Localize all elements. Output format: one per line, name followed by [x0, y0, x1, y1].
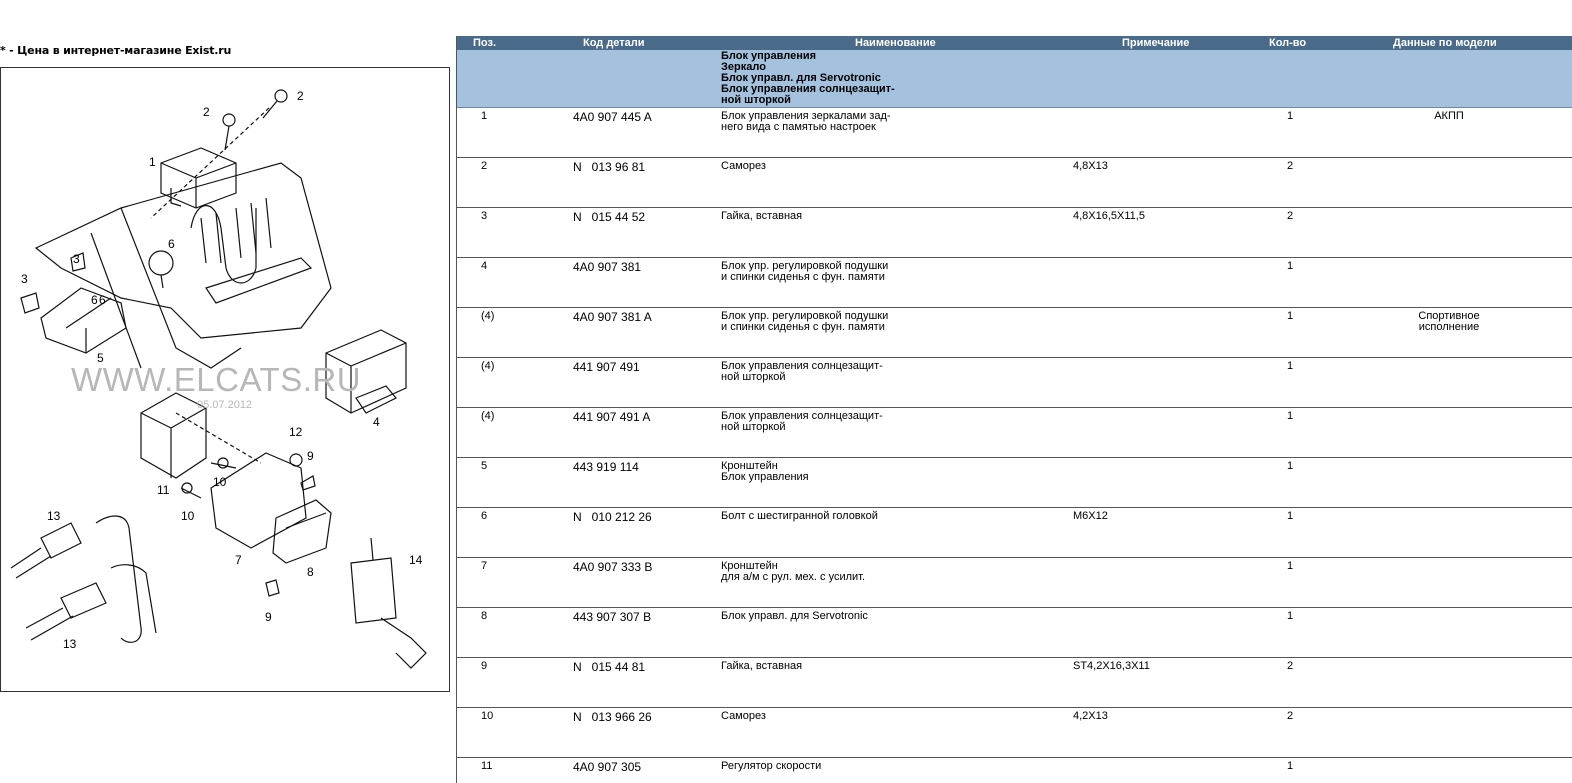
cell-pos: (4) — [481, 310, 495, 322]
table-row[interactable] — [457, 208, 1572, 258]
cell-note: ST4,2X16,3X11 — [1073, 660, 1150, 672]
header-code[interactable]: Код детали — [583, 37, 645, 49]
cell-qty: 1 — [1287, 360, 1294, 372]
name-line: Блок управления зеркалами зад- — [721, 110, 891, 122]
callout-label: 2 — [297, 89, 304, 103]
table-row[interactable] — [457, 558, 1572, 608]
cell-part-code[interactable]: N 015 44 52 — [573, 210, 646, 224]
callout-label: 3 — [73, 252, 80, 266]
name-line: и спинки сиденья с фун. памяти — [721, 321, 885, 333]
cell-pos: 3 — [481, 210, 488, 222]
table-row[interactable] — [457, 108, 1572, 158]
cell-name — [721, 461, 809, 483]
group-line: Блок управления солнцезащит- — [721, 83, 895, 95]
parts-table — [456, 36, 1572, 783]
group-title — [721, 51, 895, 106]
callout-label: 9 — [307, 449, 314, 463]
callout-label: 10 — [213, 475, 227, 489]
callout-label: 13 — [47, 509, 61, 523]
cell-part-code[interactable]: N 013 966 26 — [573, 710, 652, 724]
cell-note: 4,8X13 — [1073, 160, 1108, 172]
cell-part-code[interactable]: N 013 96 81 — [573, 160, 646, 174]
group-line: ной шторкой — [721, 94, 791, 106]
cell-pos: 2 — [481, 160, 488, 172]
name-line: Блок управл. для Servotronic — [721, 610, 868, 622]
header-note[interactable]: Примечание — [1122, 37, 1190, 49]
callout-label: 14 — [409, 553, 423, 567]
cell-part-code[interactable]: 4A0 907 333 B — [573, 560, 653, 574]
group-line: Блок управления — [721, 50, 817, 62]
group-line: Зеркало — [721, 61, 766, 73]
cell-part-code[interactable]: 443 907 307 B — [573, 610, 652, 624]
callout-label: 4 — [373, 415, 380, 429]
cell-name — [721, 161, 766, 172]
header-qty[interactable]: Кол-во — [1269, 37, 1307, 49]
cell-part-code[interactable]: 4A0 907 445 A — [573, 110, 652, 124]
cell-pos: 7 — [481, 560, 488, 572]
callout-label: 5 — [97, 351, 104, 365]
callout-label: 2 — [203, 105, 210, 119]
cell-qty: 2 — [1287, 660, 1294, 672]
name-line: Гайка, вставная — [721, 660, 803, 672]
header-pos[interactable]: Поз. — [473, 37, 497, 49]
cell-name — [721, 761, 821, 772]
cell-part-code[interactable]: N 015 44 81 — [573, 660, 646, 674]
callout-label: 13 — [63, 637, 77, 651]
watermark-date: 05.07.2012 — [197, 399, 253, 411]
table-row[interactable] — [457, 458, 1572, 508]
table-row[interactable] — [457, 158, 1572, 208]
name-line: и спинки сиденья с фун. памяти — [721, 271, 885, 283]
price-notice: * - Цена в интернет-магазине Exist.ru — [0, 44, 232, 57]
cell-pos: 5 — [481, 460, 488, 472]
cell-qty: 1 — [1287, 260, 1294, 272]
table-row[interactable] — [457, 508, 1572, 558]
cell-pos: 10 — [481, 710, 494, 722]
callout-label: 10 — [181, 509, 195, 523]
table-row[interactable] — [457, 308, 1572, 358]
name-line: Блок упр. регулировкой подушки — [721, 260, 889, 272]
name-line: для а/м с рул. мех. с усилит. — [721, 571, 866, 583]
table-row[interactable] — [457, 608, 1572, 658]
callout-label: 3 — [21, 272, 28, 286]
cell-pos: 4 — [481, 260, 488, 272]
name-line: Регулятор скорости — [721, 760, 822, 772]
cell-name — [721, 561, 865, 583]
cell-pos: (4) — [481, 410, 495, 422]
cell-name — [721, 361, 883, 383]
cell-pos: 11 — [481, 760, 493, 772]
cell-qty: 1 — [1287, 610, 1294, 622]
cell-qty: 2 — [1287, 210, 1294, 222]
model-line: АКПП — [1434, 110, 1464, 122]
cell-qty: 1 — [1287, 310, 1294, 322]
cell-part-code[interactable]: 443 919 114 — [573, 460, 639, 474]
cell-name — [721, 661, 802, 672]
name-line: Блок упр. регулировкой подушки — [721, 310, 889, 322]
cell-name — [721, 261, 888, 283]
header-model[interactable]: Данные по модели — [1393, 37, 1497, 49]
name-line: Саморез — [721, 160, 766, 172]
cell-name — [721, 211, 802, 222]
cell-qty: 2 — [1287, 160, 1294, 172]
cell-qty: 1 — [1287, 760, 1294, 772]
group-line: Блок управл. для Servotronic — [721, 72, 881, 84]
callout-label: 11 — [157, 483, 170, 497]
table-row[interactable] — [457, 708, 1572, 758]
callout-label: 8 — [307, 565, 314, 579]
cell-qty: 1 — [1287, 560, 1294, 572]
cell-pos: 9 — [481, 660, 488, 672]
callout-label: 6 — [99, 293, 106, 307]
callout-label: 9 — [265, 610, 272, 624]
cell-name — [721, 111, 891, 133]
cell-qty: 1 — [1287, 410, 1294, 422]
cell-part-code[interactable]: N 010 212 26 — [573, 510, 652, 524]
table-row[interactable] — [457, 358, 1572, 408]
name-line: Гайка, вставная — [721, 210, 803, 222]
cell-pos: (4) — [481, 360, 495, 372]
cell-pos: 1 — [481, 110, 488, 122]
name-line: Кронштейн — [721, 460, 778, 472]
name-line: него вида с памятью настроек — [721, 121, 876, 133]
name-line: ной шторкой — [721, 421, 786, 433]
cell-qty: 1 — [1287, 460, 1294, 472]
callout-label: 6 — [168, 237, 175, 251]
table-body — [457, 108, 1572, 783]
name-line: Саморез — [721, 710, 766, 722]
callout-label: 12 — [289, 425, 303, 439]
name-line: Болт с шестигранной головкой — [721, 510, 878, 522]
table-row[interactable] — [457, 258, 1572, 308]
name-line: ной шторкой — [721, 371, 786, 383]
watermark-site: WWW.ELCATS.RU — [71, 361, 362, 398]
cell-model — [1389, 111, 1509, 122]
cell-part-code[interactable]: 4A0 907 381 — [573, 260, 642, 274]
cell-name — [721, 611, 868, 622]
cell-name — [721, 711, 766, 722]
callout-label: 6 — [91, 293, 98, 307]
cell-name — [721, 311, 888, 333]
cell-part-code[interactable]: 441 907 491 — [573, 360, 640, 374]
cell-part-code[interactable]: 4A0 907 305 — [573, 760, 642, 774]
cell-name — [721, 411, 883, 433]
name-line: Блок управления солнцезащит- — [721, 360, 883, 372]
cell-part-code[interactable]: 4A0 907 381 A — [573, 310, 652, 324]
name-line: Кронштейн — [721, 560, 778, 572]
table-row[interactable] — [457, 758, 1572, 783]
table-row[interactable] — [457, 658, 1572, 708]
header-name[interactable]: Наименование — [855, 37, 936, 49]
cell-model — [1389, 311, 1509, 333]
model-line: Спортивное — [1418, 310, 1480, 322]
cell-qty: 2 — [1287, 710, 1294, 722]
parts-diagram — [0, 67, 450, 692]
name-line: Блок управления солнцезащит- — [721, 410, 883, 422]
cell-note: M6X12 — [1073, 510, 1108, 522]
table-row[interactable] — [457, 408, 1572, 458]
callout-label: 7 — [235, 553, 242, 567]
cell-part-code[interactable]: 441 907 491 A — [573, 410, 651, 424]
table-header — [457, 36, 1572, 50]
group-header — [457, 50, 1572, 108]
name-line: Блок управления — [721, 471, 809, 483]
cell-note: 4,2X13 — [1073, 710, 1108, 722]
cell-pos: 6 — [481, 510, 488, 522]
model-line: исполнение — [1418, 321, 1480, 333]
cell-qty: 1 — [1287, 510, 1294, 522]
cell-qty: 1 — [1287, 110, 1294, 122]
callout-label: 1 — [149, 155, 156, 169]
cell-note: 4,8X16,5X11,5 — [1073, 210, 1145, 222]
cell-name — [721, 511, 878, 522]
cell-pos: 8 — [481, 610, 488, 622]
